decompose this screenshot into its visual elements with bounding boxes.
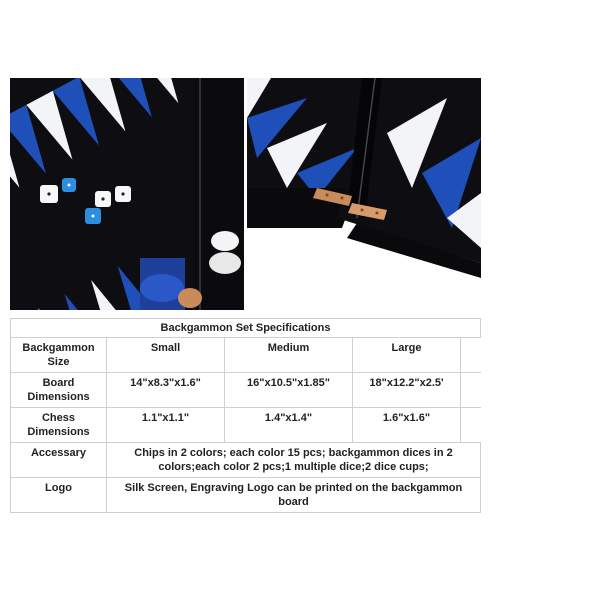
table-row bbox=[11, 408, 481, 443]
header-label: Backgammon Size bbox=[11, 338, 107, 373]
row-label: Logo bbox=[11, 478, 107, 513]
empty-cell bbox=[461, 408, 481, 443]
empty-cell bbox=[461, 373, 481, 408]
table-header-row bbox=[11, 338, 481, 373]
cell-large: 1.6"x1.6" bbox=[353, 408, 461, 443]
cell-small: 14"x8.3"x1.6" bbox=[107, 373, 225, 408]
cell-small: 1.1"x1.1" bbox=[107, 408, 225, 443]
table-title: Backgammon Set Specifications bbox=[10, 318, 481, 337]
backgammon-hinge-photo bbox=[247, 78, 481, 310]
cell-medium: 16"x10.5"x1.85" bbox=[225, 373, 353, 408]
empty-cell bbox=[461, 338, 481, 373]
backgammon-board-illustration bbox=[10, 78, 244, 310]
header-small: Small bbox=[107, 338, 225, 373]
cell-large: 18"x12.2"x2.5' bbox=[353, 373, 461, 408]
row-label: Chess Dimensions bbox=[11, 408, 107, 443]
row-label: Board Dimensions bbox=[11, 373, 107, 408]
backgammon-hinge-illustration bbox=[247, 78, 481, 310]
cell-medium: 1.4"x1.4" bbox=[225, 408, 353, 443]
logo-value: Silk Screen, Engraving Logo can be printed on the backgammon board bbox=[107, 478, 481, 513]
backgammon-board-photo bbox=[10, 78, 244, 310]
header-medium: Medium bbox=[225, 338, 353, 373]
spec-table bbox=[10, 318, 481, 513]
row-label: Accessary bbox=[11, 443, 107, 478]
accessary-value: Chips in 2 colors; each color 15 pcs; backgammon dices in 2 colors;each color 2 pcs;1 multiple dice;2 dice cups; bbox=[107, 443, 481, 478]
table-row bbox=[11, 373, 481, 408]
header-large: Large bbox=[353, 338, 461, 373]
table-row bbox=[11, 443, 481, 478]
table-row bbox=[11, 478, 481, 513]
